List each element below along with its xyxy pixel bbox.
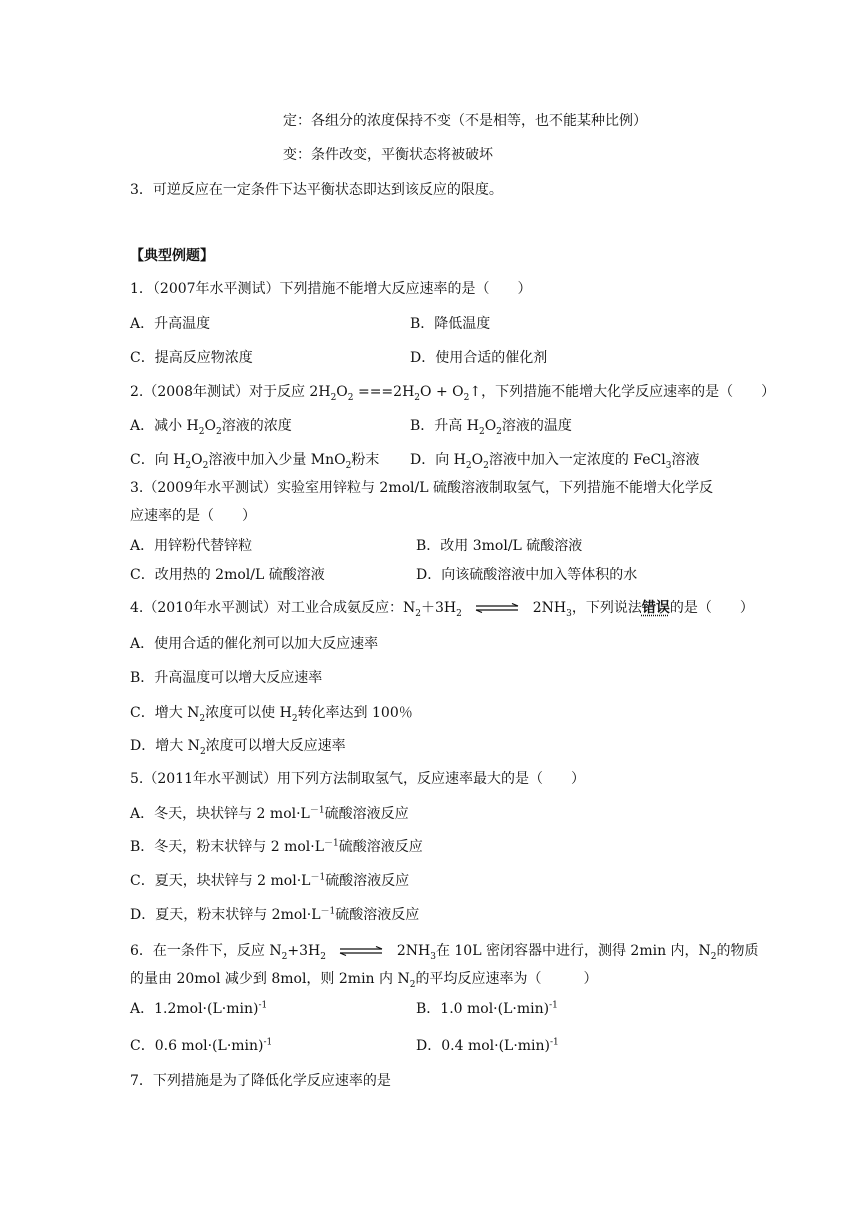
q1-option-c: C．提高反应物浓度	[130, 350, 253, 366]
q5-option-b: B．冬天，粉末状锌与 2 $mol\cdot L^{-1}$硫酸溶液反应	[130, 838, 423, 855]
q2-stem: 2.（2008年测试）对于反应 $2H_2O_2 ===2H_2O$ + $O_2↑$，下列措施不能增大化学反应速率的是（ ）	[130, 384, 776, 403]
q1-stem: 1．（2007年水平测试）下列措施不能增大反应速率的是（ ）	[130, 281, 532, 297]
q2-option-b: B．升高 $H_2O_2$溶液的温度	[410, 418, 572, 437]
q4-option-a: A．使用合适的催化剂可以加大反应速率	[130, 636, 379, 652]
q6-stem-line2: 的量由 20mol 减少到 8mol，则 2min 内 $N_2$的平均反应速率为（ ）	[130, 971, 598, 990]
summary-point3: 3．可逆反应在一定条件下达平衡状态即达到该反应的限度。	[130, 182, 503, 198]
section-title: 【典型例题】	[130, 248, 214, 264]
q3-option-d: D．向该硫酸溶液中加入等体积的水	[416, 567, 638, 583]
q5-stem: 5.（2011年水平测试）用下列方法制取氢气，反应速率最大的是（ ）	[130, 771, 585, 787]
q2-option-c: C．向 $H_2O_2$溶液中加入少量 MnO$_2$粉末	[130, 452, 380, 471]
q3-option-c: C．改用热的 2mol/L 硫酸溶液	[130, 567, 325, 583]
q2-option-d: D．向 $H_2O_2$溶液中加入一定浓度的 FeCl$_3$溶液	[410, 452, 700, 471]
q5-option-c: C．夏天，块状锌与 2 $mol\cdot L^{-1}$硫酸溶液反应	[130, 872, 410, 889]
q6-option-d: D．0.4 $mol\cdot(L\cdot\min)^{-1}$	[416, 1037, 559, 1054]
q4-option-b: B．升高温度可以增大反应速率	[130, 670, 323, 686]
q3-option-a: A．用锌粉代替锌粒	[130, 538, 253, 554]
q4-option-c: C．增大 $N_2$浓度可以使 $H_2$转化率达到 100％	[130, 705, 413, 724]
q4-option-d: D．增大 $N_2$浓度可以增大反应速率	[130, 738, 346, 757]
equilibrium-arrow-icon	[474, 603, 520, 613]
q1-option-b: B．降低温度	[410, 316, 491, 332]
q1-option-a: A．升高温度	[130, 316, 211, 332]
q7-stem: 7．下列措施是为了降低化学反应速率的是	[130, 1073, 391, 1089]
q3-stem-line2: 应速率的是（ ）	[130, 508, 256, 524]
q5-option-d: D．夏天，粉末状锌与 $2mol\cdot L^{-1}$硫酸溶液反应	[130, 906, 420, 923]
emphasis-word: 错误	[641, 600, 670, 616]
q6-option-c: C．0.6 $mol\cdot(L\cdot\min)^{-1}$	[130, 1037, 273, 1054]
q3-stem-line1: 3.（2009年水平测试）实验室用锌粒与 2mol/L 硫酸溶液制取氢气，下列措施不能增大化学反	[130, 480, 713, 496]
summary-ding: 定：各组分的浓度保持不变（不是相等，也不能某种比例）	[283, 113, 647, 129]
summary-bian: 变：条件改变，平衡状态将被破坏	[283, 147, 493, 163]
q3-option-b: B．改用 3mol/L 硫酸溶液	[416, 538, 583, 554]
q1-option-d: D．使用合适的催化剂	[410, 350, 548, 366]
q6-option-b: B．1.0 $mol\cdot(L\cdot\min)^{-1}$	[416, 1000, 558, 1017]
q6-option-a: A．$1.2mol\cdot(L\cdot\min)^{-1}$	[130, 1000, 268, 1017]
q6-stem-line1: 6．在一条件下，反应 $N_2+3H_2$ $2NH_3$在 10L 密闭容器中进行，测得 2min 内，$N_2$的物质	[130, 943, 759, 962]
equilibrium-arrow-icon	[338, 946, 384, 956]
q5-option-a: A．冬天，块状锌与 2 $mol\cdot L^{-1}$硫酸溶液反应	[130, 805, 409, 822]
q4-stem: 4.（2010年水平测试）对工业合成氨反应：$N_2+3H_2$ $2NH_3$，下列说法错误的是（ ）	[130, 600, 754, 619]
q2-option-a: A．减小 $H_2O_2$溶液的浓度	[130, 418, 292, 437]
